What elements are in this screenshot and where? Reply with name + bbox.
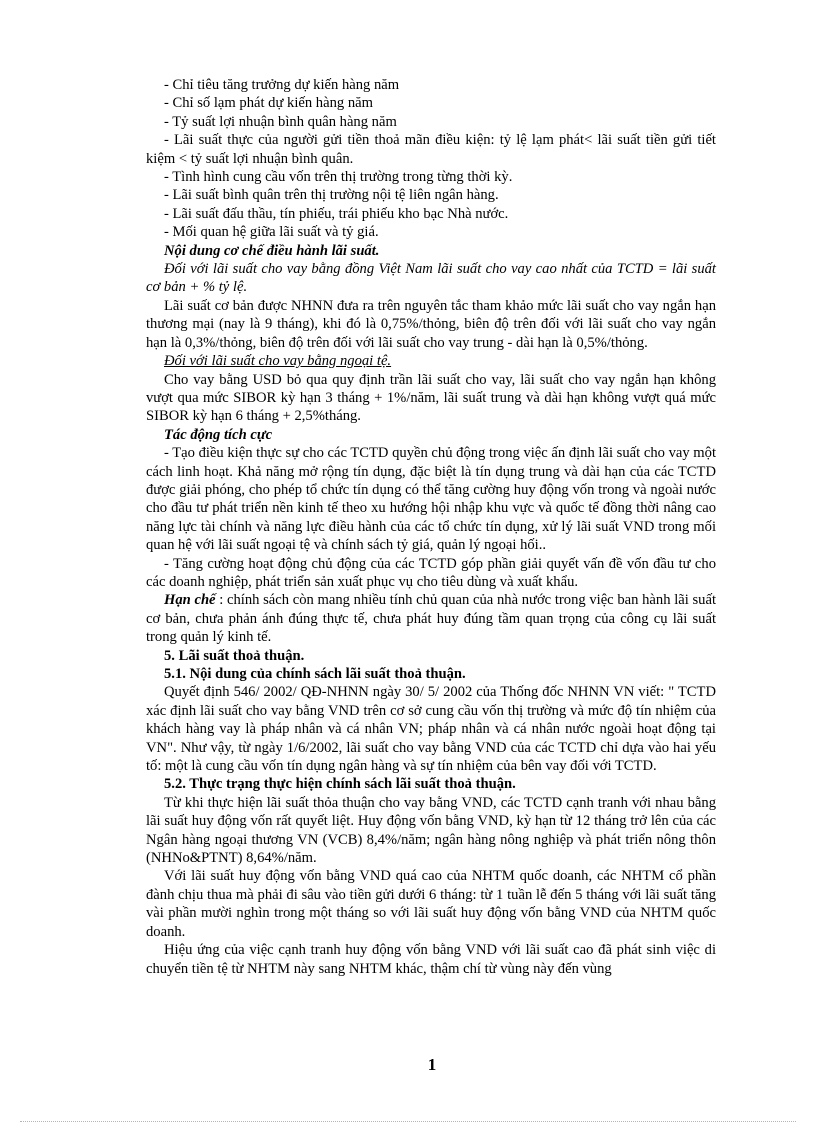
paragraph-limitations bbox=[146, 591, 716, 646]
paragraph-usd-loans: Cho vay bằng USD bỏ qua quy định trần lãi suất cho vay, lãi suất cho vay ngắn hạn không vượt qua mức SIBOR kỳ hạn 3 tháng + 1%/năm, lãi suất trung và dài hạn không vượt quá mức SIBOR kỳ hạn 6 tháng + 2,5%tháng. bbox=[146, 371, 716, 425]
heading-section-5: 5. Lãi suất thoả thuận. bbox=[164, 647, 305, 664]
heading-section-5-1: 5.1. Nội dung của chính sách lãi suất thoả thuận. bbox=[164, 666, 466, 682]
paragraph-vnd-loan-rate: Đối với lãi suất cho vay bằng đồng Việt Nam lãi suất cho vay cao nhất của TCTD = lãi suất cơ bản + % tỷ lệ. bbox=[146, 261, 716, 296]
bullet-real-deposit-rate: - Lãi suất thực của người gửi tiền thoả mãn điều kiện: tỷ lệ lạm phát< lãi suất tiền gửi tiết kiệm < tỷ suất lợi nhuận bình quân. bbox=[146, 132, 716, 167]
bullet-rate-exchange-relation: - Mối quan hệ giữa lãi suất và tỷ giá. bbox=[164, 224, 379, 241]
paragraph-joint-stock-banks: Với lãi suất huy động vốn bằng VND quá cao của NHTM quốc doanh, các NHTM cổ phần đành chịu thua mà phải đi sâu vào tiền gửi dưới 6 tháng: từ 1 tuần lễ đến 5 tháng với lãi suất tăng vài phần mười nghìn trong một tháng so với lãi suất huy động vốn bằng VND của NHTM quốc doanh. bbox=[146, 868, 716, 940]
page-number: 1 bbox=[427, 1055, 437, 1074]
page-bottom-divider bbox=[20, 1121, 796, 1122]
bullet-growth-target: - Chỉ tiêu tăng trưởng dự kiến hàng năm bbox=[164, 77, 400, 93]
bullet-inflation-index: - Chỉ số lạm phát dự kiến hàng năm bbox=[164, 95, 373, 112]
page-body bbox=[146, 76, 716, 978]
limitations-label: Hạn chế bbox=[164, 592, 216, 609]
heading-mechanism: Nội dung cơ chế điều hành lãi suất. bbox=[164, 242, 380, 259]
paragraph-foreign-currency-heading: Đối với lãi suất cho vay bằng ngoại tệ. bbox=[164, 353, 392, 370]
paragraph-decision-546: Quyết định 546/ 2002/ QĐ-NHNN ngày 30/ 5/ 2002 của Thống đốc NHNN VN viết: " TCTD xác định lãi suất cho vay bằng VND trên cơ sở cung cầu vốn thị trường và mức độ tín nhiệm của khách hàng vay là pháp nhân và cá nhân VN; pháp nhân và cá nhân nước ngoài hoạt động tại VN". Như vậy, từ ngày 1/6/2002, lãi suất cho vay bằng VND của các TCTD chỉ dựa vào hai yếu tố: một là cung cầu vốn tín dụng ngân hàng và sự tín nhiệm của bên vay đối với TCTD. bbox=[146, 684, 716, 775]
paragraph-positive-1: - Tạo điều kiện thực sự cho các TCTD quyền chủ động trong việc ấn định lãi suất cho vay một cách linh hoạt. Khả năng mở rộng tín dụng, đặc biệt là tín dụng trung và dài hạn của các TCTD được giải phóng, cho phép tổ chức tín dụng có thể tăng cường huy động vốn trong và ngoài nước cho đầu tư phát triển nền kinh tế theo xu hướng hội nhập khu vực và quốc tế đồng thời nâng cao năng lực tài chính và năng lực điều hành của các tổ chức tín dụng, xử lý lãi suất VND trong mối quan hệ với lãi suất ngoại tệ và chính sách tỷ giá, quản lý ngoại hối.. bbox=[146, 445, 716, 554]
bullet-treasury-rates: - Lãi suất đấu thầu, tín phiếu, trái phiếu kho bạc Nhà nước. bbox=[164, 205, 509, 222]
paragraph-base-rate: Lãi suất cơ bản được NHNN đưa ra trên nguyên tắc tham khảo mức lãi suất cho vay ngắn hạn thương mại (nay là 9 tháng), khi đó là 0,75%/thỏng, biên độ trên đối với lãi suất cho vay ngắn hạn là 0,3%/thỏng, biên độ trên đối với lãi suất cho vay trung - dài hạn là 0,5%/thỏng. bbox=[146, 297, 716, 351]
paragraph-positive-2: - Tăng cường hoạt động chủ động của các TCTD góp phần giải quyết vấn đề vốn đầu tư cho các doanh nghiệp, phát triển sản xuất phục vụ cho tiêu dùng và xuất khẩu. bbox=[146, 555, 716, 590]
limitations-text: : chính sách còn mang nhiều tính chủ quan của nhà nước trong việc ban hành lãi suất cơ bản, chưa phản ánh đúng thực tế, chưa phát huy đúng tầm quan trọng của công cụ lãi suất trong quản lý kinh tế. bbox=[146, 592, 717, 646]
heading-section-5-2: 5.2. Thực trạng thực hiện chính sách lãi suất thoả thuận. bbox=[164, 776, 516, 793]
bullet-profit-rate: - Tỷ suất lợi nhuận bình quân hàng năm bbox=[164, 113, 397, 130]
bullet-interbank-rate: - Lãi suất bình quân trên thị trường nội tệ liên ngân hàng. bbox=[164, 187, 499, 204]
paragraph-capital-movement: Hiệu ứng của việc cạnh tranh huy động vốn bằng VND với lãi suất cao đã phát sinh việc di chuyển tiền tệ từ NHTM này sang NHTM khác, thậm chí từ vùng này đến vùng bbox=[146, 942, 716, 977]
bullet-capital-supply-demand: - Tình hình cung cầu vốn trên thị trường trong từng thời kỳ. bbox=[164, 169, 513, 186]
paragraph-competition: Từ khi thực hiện lãi suất thỏa thuận cho vay bằng VND, các TCTD cạnh tranh với nhau bằng lãi suất huy động vốn rất quyết liệt. Huy động vốn bằng VND, kỳ hạn từ 12 tháng trở lên của các Ngân hàng ngoại thương VN (VCB) 8,4%/năm; ngân hàng nông nghiệp và phát triển nông thôn (NHNo&PTNT) 8,64%/năm. bbox=[146, 794, 716, 867]
heading-positive-impact: Tác động tích cực bbox=[164, 426, 273, 443]
